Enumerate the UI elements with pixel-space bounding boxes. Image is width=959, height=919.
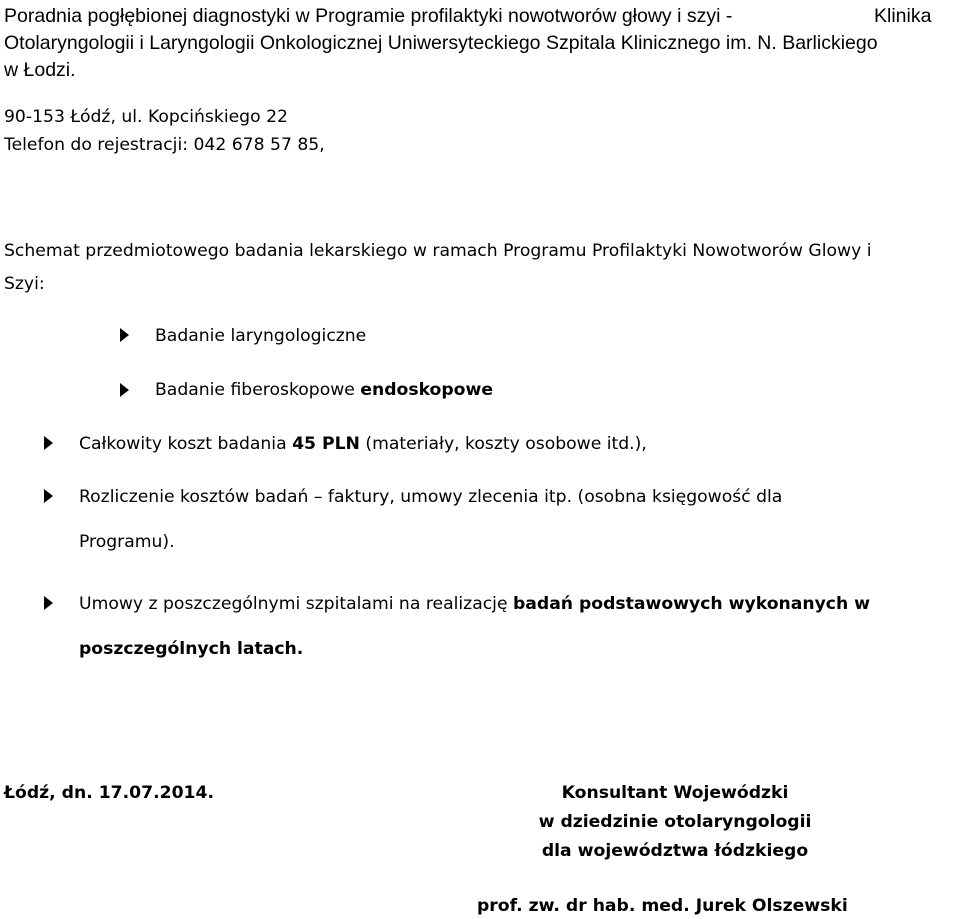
address-street: 90-153 Łódź, ul. Kopcińskiego 22 xyxy=(4,107,288,127)
header-line-3: w Łodzi. xyxy=(4,59,76,81)
bullet-arrow-icon xyxy=(120,383,129,397)
signature xyxy=(477,893,848,919)
sub-item-bold: endoskopowe xyxy=(360,380,493,400)
footer-date-text: Łódź, dn. 17.07.2014. xyxy=(4,783,214,803)
item-contracts-cont xyxy=(79,636,303,662)
contracts-bold-cont: poszczególnych latach. xyxy=(79,639,304,659)
header-line-2: Otolaryngologii i Laryngologii Onkologicznej Uniwersyteckiego Szpitala Klinicznego im. N. Barlickiego xyxy=(4,32,878,54)
header-line-1-end: Klinika xyxy=(874,5,932,27)
item-settlement: Rozliczenie kosztów badań – faktury, umowy zlecenia itp. (osobna księgowość dla xyxy=(79,487,783,507)
footer-date xyxy=(4,780,214,806)
role-3-text: dla województwa łódzkiego xyxy=(541,841,809,861)
sub-item-text: Badanie fiberoskopowe xyxy=(155,380,361,400)
schema-line-1: Schemat przedmiotowego badania lekarskiego w ramach Programu Profilaktyki Nowotworów Glowy i xyxy=(4,241,872,261)
consultant-role-3 xyxy=(505,838,845,864)
sub-item-fiberoscopy xyxy=(155,377,493,403)
bullet-arrow-icon xyxy=(44,436,53,450)
sub-item-text: Badanie laryngologiczne xyxy=(155,326,367,346)
item-total-cost xyxy=(79,431,647,457)
sub-item-laryngology xyxy=(155,323,366,349)
consultant-role-2 xyxy=(505,809,845,835)
header-line-1: Poradnia pogłębionej diagnostyki w Programie profilaktyki nowotworów głowy i szyi - xyxy=(4,5,733,27)
bullet-arrow-icon xyxy=(44,489,53,503)
schema-line-2: Szyi: xyxy=(4,274,45,294)
signature-text: prof. zw. dr hab. med. Jurek Olszewski xyxy=(477,896,848,916)
consultant-role-1 xyxy=(505,780,845,806)
role-1-text: Konsultant Wojewódzki xyxy=(561,783,789,803)
contracts-bold: badań podstawowych wykonanych w xyxy=(512,594,871,614)
item-contracts xyxy=(79,591,870,617)
bullet-arrow-icon xyxy=(120,328,129,342)
cost-amount: 45 PLN xyxy=(292,434,360,454)
address-phone: Telefon do rejestracji: 042 678 57 85, xyxy=(4,135,325,155)
cost-text: Całkowity koszt badania xyxy=(79,434,293,454)
role-2-text: w dziedzinie otolaryngologii xyxy=(538,812,812,832)
contracts-text: Umowy z poszczególnymi szpitalami na realizację xyxy=(79,594,513,614)
item-settlement-cont: Programu). xyxy=(79,532,175,552)
bullet-arrow-icon xyxy=(44,596,53,610)
cost-details: (materiały, koszty osobowe itd.), xyxy=(359,434,647,454)
